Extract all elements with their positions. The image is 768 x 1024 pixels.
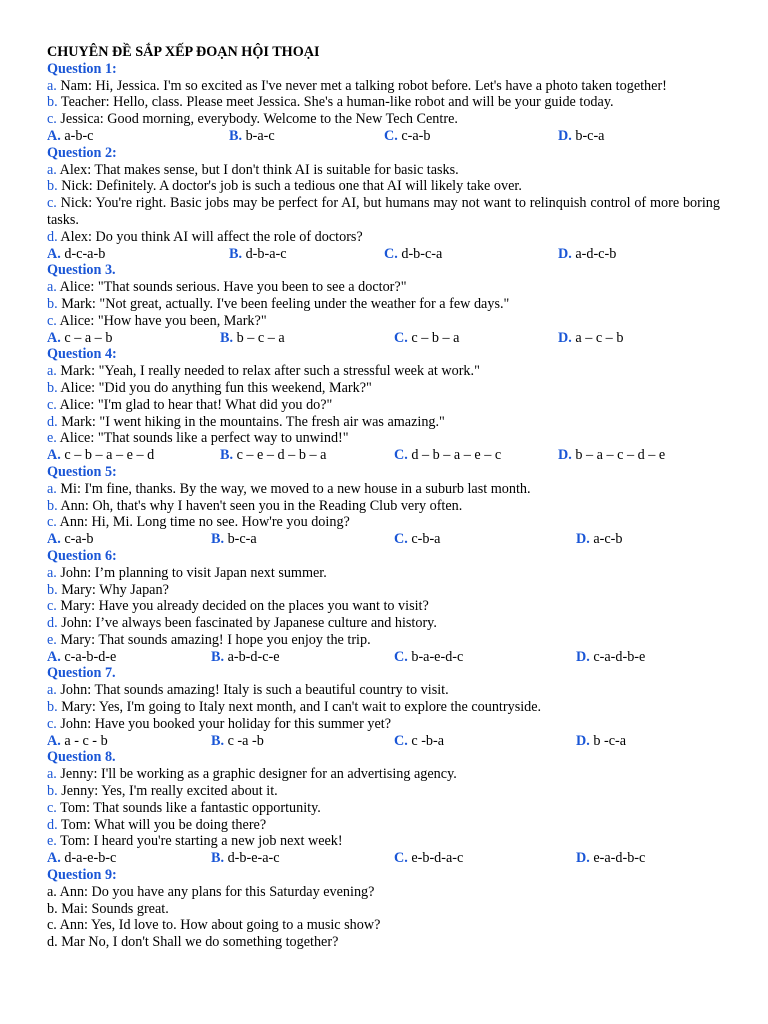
option-letter: D. [558, 329, 572, 346]
option-text: d-a-e-b-c [60, 850, 117, 867]
answer-options [47, 330, 720, 347]
question-block [47, 346, 720, 464]
option-text: d-c-a-b [60, 245, 106, 262]
question-block [47, 665, 720, 749]
dialogue-line [47, 195, 720, 229]
line-text: Mary: Have you already decided on the places you want to visit? [56, 598, 429, 615]
line-text: Alice: "Did you do anything fun this weekend, Mark?" [57, 379, 372, 396]
line-text: John: I’m planning to visit Japan next summer. [56, 564, 327, 581]
answer-option-a [47, 850, 116, 867]
dialogue-line [47, 178, 720, 195]
option-letter: D. [558, 245, 572, 262]
line-letter: a. [47, 279, 57, 296]
option-letter: D. [576, 531, 590, 548]
answer-option-a [47, 531, 93, 548]
line-text: Mar No, I don't Shall we do something together? [57, 934, 339, 951]
answer-option-d [576, 733, 626, 750]
answer-option-d [558, 330, 623, 347]
answer-option-b [211, 850, 280, 867]
line-letter: a. [47, 682, 57, 699]
answer-options [47, 447, 720, 464]
option-text: c-a-d-b-e [589, 648, 646, 665]
question-heading: Question 5: [47, 463, 117, 480]
line-letter: e. [47, 631, 57, 648]
option-text: e-a-d-b-c [589, 850, 646, 867]
line-letter: b. [47, 699, 58, 716]
line-text: Alice: "How have you been, Mark?" [56, 312, 267, 329]
option-text: b-a-e-d-c [407, 648, 464, 665]
option-letter: C. [384, 245, 398, 262]
dialogue-line [47, 397, 720, 414]
line-text: Teacher: Hello, class. Please meet Jessica. She's a human-like robot and will be your guide today. [57, 94, 614, 111]
answer-option-a [47, 447, 154, 464]
line-letter: b. [47, 783, 58, 800]
line-text: John: That sounds amazing! Italy is such a beautiful country to visit. [56, 682, 449, 699]
answer-options [47, 649, 720, 666]
dialogue-line [47, 481, 720, 498]
question-block [47, 61, 720, 145]
line-letter: d. [47, 413, 58, 430]
line-letter: d. [47, 934, 58, 951]
option-text: c-a-b [60, 531, 94, 548]
option-letter: B. [211, 732, 225, 749]
question-heading: Question 3. [47, 262, 116, 279]
question-heading: Question 1: [47, 60, 117, 77]
line-letter: c. [47, 514, 57, 531]
question-heading: Question 4: [47, 346, 117, 363]
option-letter: A. [47, 850, 61, 867]
option-text: a – c – b [571, 329, 624, 346]
option-letter: A. [47, 732, 61, 749]
line-letter: c. [47, 396, 57, 413]
line-text: Jenny: I'll be working as a graphic designer for an advertising agency. [56, 766, 457, 783]
question-block [47, 262, 720, 346]
option-letter: C. [394, 447, 408, 464]
option-letter: C. [394, 850, 408, 867]
option-text: a-b-d-c-e [224, 648, 280, 665]
answer-option-a [47, 128, 93, 145]
answer-option-d [576, 850, 645, 867]
document-page [47, 44, 720, 951]
line-text: Tom: That sounds like a fantastic opportunity. [56, 799, 321, 816]
line-text: Alice: "That sounds serious. Have you been to see a doctor?" [56, 279, 407, 296]
option-text: c – a – b [60, 329, 113, 346]
question-heading: Question 9: [47, 867, 117, 884]
option-letter: C. [394, 648, 408, 665]
option-text: c-b-a [407, 531, 441, 548]
option-text: c-a-b-d-e [60, 648, 117, 665]
option-letter: B. [211, 850, 225, 867]
line-text: Tom: What will you be doing there? [57, 816, 267, 833]
line-text: Ann: Yes, Id love to. How about going to a music show? [56, 917, 381, 934]
answer-option-c [394, 733, 444, 750]
dialogue-line [47, 162, 720, 179]
question-block [47, 145, 720, 263]
answer-option-d [576, 649, 645, 666]
dialogue-line [47, 884, 720, 901]
line-letter: a. [47, 480, 57, 497]
line-letter: b. [47, 295, 58, 312]
dialogue-line [47, 766, 720, 783]
line-letter: c. [47, 312, 57, 329]
line-text: Mark: "Not great, actually. I've been feeling under the weather for a few days." [57, 295, 510, 312]
dialogue-line [47, 363, 720, 380]
dialogue-line [47, 296, 720, 313]
dialogue-line [47, 94, 720, 111]
option-text: c -a -b [224, 732, 264, 749]
option-letter: A. [47, 531, 61, 548]
dialogue-line [47, 514, 720, 531]
dialogue-line [47, 682, 720, 699]
option-letter: D. [576, 850, 590, 867]
option-letter: C. [394, 531, 408, 548]
option-letter: C. [394, 732, 408, 749]
answer-option-b [211, 733, 264, 750]
line-text: Alex: Do you think AI will affect the role of doctors? [57, 228, 363, 245]
dialogue-line [47, 582, 720, 599]
line-letter: b. [47, 497, 58, 514]
line-text: Ann: Do you have any plans for this Saturday evening? [56, 883, 375, 900]
option-text: a-c-b [589, 531, 623, 548]
line-text: Alex: That makes sense, but I don't think AI is suitable for basic tasks. [56, 161, 459, 178]
line-letter: b. [47, 379, 58, 396]
option-text: c – b – a [407, 329, 460, 346]
dialogue-line [47, 498, 720, 515]
line-letter: c. [47, 111, 57, 128]
answer-option-b [229, 246, 287, 263]
option-text: d-b-c-a [397, 245, 443, 262]
option-text: d-b-a-c [242, 245, 287, 262]
option-letter: B. [211, 531, 225, 548]
question-block [47, 749, 720, 867]
line-text: Jenny: Yes, I'm really excited about it. [57, 783, 278, 800]
option-letter: D. [576, 648, 590, 665]
line-letter: a. [47, 883, 57, 900]
option-text: c -b-a [407, 732, 445, 749]
option-text: c – b – a – e – d [60, 447, 155, 464]
line-letter: b. [47, 178, 58, 195]
answer-option-b [220, 330, 285, 347]
option-letter: A. [47, 329, 61, 346]
dialogue-line [47, 817, 720, 834]
answer-option-c [394, 850, 463, 867]
line-text: Nam: Hi, Jessica. I'm so excited as I've never met a talking robot before. Let's have a photo taken together! [56, 77, 667, 94]
option-letter: D. [558, 447, 572, 464]
option-letter: A. [47, 245, 61, 262]
answer-options [47, 128, 720, 145]
option-text: d-b-e-a-c [224, 850, 280, 867]
line-text: Mark: "I went hiking in the mountains. The fresh air was amazing." [57, 413, 445, 430]
line-text: Mark: "Yeah, I really needed to relax after such a stressful week at work." [56, 363, 480, 380]
option-text: b-c-a [224, 531, 257, 548]
line-letter: d. [47, 615, 58, 632]
line-letter: e. [47, 833, 57, 850]
option-text: b-c-a [571, 127, 605, 144]
answer-options [47, 531, 720, 548]
option-letter: C. [384, 127, 398, 144]
line-letter: c. [47, 715, 57, 732]
option-letter: D. [576, 732, 590, 749]
line-letter: a. [47, 766, 57, 783]
option-letter: D. [558, 127, 572, 144]
line-text: Alice: "I'm glad to hear that! What did you do?" [56, 396, 333, 413]
answer-option-d [558, 447, 665, 464]
line-text: Alice: "That sounds like a perfect way to unwind!" [56, 430, 349, 447]
answer-option-b [220, 447, 326, 464]
answer-option-d [576, 531, 622, 548]
question-block [47, 867, 720, 951]
answer-option-c [384, 246, 442, 263]
dialogue-line [47, 279, 720, 296]
line-text: Mi: I'm fine, thanks. By the way, we moved to a new house in a suburb last month. [56, 480, 531, 497]
line-letter: a. [47, 161, 57, 178]
option-letter: B. [229, 245, 243, 262]
option-letter: B. [229, 127, 243, 144]
dialogue-line [47, 229, 720, 246]
question-heading: Question 2: [47, 144, 117, 161]
line-text: John: Have you booked your holiday for this summer yet? [56, 715, 391, 732]
option-text: b -c-a [589, 732, 627, 749]
option-text: b-a-c [242, 127, 275, 144]
line-text: John: I’ve always been fascinated by Japanese culture and history. [57, 615, 437, 632]
question-heading: Question 7. [47, 665, 116, 682]
line-letter: a. [47, 564, 57, 581]
answer-options [47, 733, 720, 750]
question-block [47, 464, 720, 548]
line-letter: c. [47, 195, 57, 212]
dialogue-line [47, 598, 720, 615]
dialogue-line [47, 833, 720, 850]
option-letter: C. [394, 329, 408, 346]
question-heading: Question 8. [47, 749, 116, 766]
answer-option-b [211, 531, 257, 548]
answer-option-a [47, 246, 105, 263]
dialogue-line [47, 414, 720, 431]
line-text: Nick: Definitely. A doctor's job is such a tedious one that AI will likely take over. [57, 178, 522, 195]
dialogue-line [47, 800, 720, 817]
answer-option-b [229, 128, 275, 145]
line-letter: c. [47, 799, 57, 816]
dialogue-line [47, 78, 720, 95]
line-text: Mai: Sounds great. [57, 900, 169, 917]
question-heading: Question 6: [47, 547, 117, 564]
option-letter: B. [220, 329, 234, 346]
answer-option-c [394, 649, 463, 666]
answer-options [47, 246, 720, 263]
line-text: Ann: Hi, Mi. Long time no see. How're you doing? [56, 514, 350, 531]
dialogue-line [47, 111, 720, 128]
line-text: Nick: You're right. Basic jobs may be perfect for AI, but humans may not want to relinquish control of more boring tasks. [47, 195, 720, 228]
answer-option-c [384, 128, 430, 145]
line-letter: b. [47, 900, 58, 917]
option-letter: A. [47, 648, 61, 665]
answer-option-c [394, 330, 459, 347]
line-text: Jessica: Good morning, everybody. Welcome to the New Tech Centre. [56, 111, 458, 128]
option-letter: A. [47, 447, 61, 464]
option-text: e-b-d-a-c [407, 850, 464, 867]
line-text: Mary: That sounds amazing! I hope you enjoy the trip. [56, 631, 371, 648]
option-letter: B. [220, 447, 234, 464]
answer-option-a [47, 733, 108, 750]
dialogue-line [47, 380, 720, 397]
option-letter: B. [211, 648, 225, 665]
dialogue-line [47, 699, 720, 716]
answer-option-b [211, 649, 280, 666]
option-text: a-d-c-b [571, 245, 617, 262]
answer-option-c [394, 447, 501, 464]
line-letter: a. [47, 77, 57, 94]
option-text: b – a – c – d – e [571, 447, 666, 464]
question-block [47, 548, 720, 666]
line-text: Tom: I heard you're starting a new job next week! [56, 833, 343, 850]
option-text: c – e – d – b – a [233, 447, 327, 464]
line-text: Ann: Oh, that's why I haven't seen you in the Reading Club very often. [57, 497, 463, 514]
dialogue-line [47, 615, 720, 632]
option-letter: A. [47, 127, 61, 144]
line-letter: e. [47, 430, 57, 447]
dialogue-line [47, 783, 720, 800]
line-letter: b. [47, 94, 58, 111]
option-text: a - c - b [60, 732, 108, 749]
line-letter: d. [47, 228, 58, 245]
line-text: Mary: Yes, I'm going to Italy next month, and I can't wait to explore the countryside. [57, 699, 542, 716]
answer-option-c [394, 531, 440, 548]
document-title: CHUYÊN ĐỀ SẮP XẾP ĐOẠN HỘI THOẠI [47, 44, 320, 60]
line-letter: b. [47, 581, 58, 598]
option-text: b – c – a [233, 329, 285, 346]
answer-option-a [47, 330, 112, 347]
dialogue-line [47, 430, 720, 447]
option-text: c-a-b [397, 127, 431, 144]
answer-options [47, 850, 720, 867]
answer-option-d [558, 128, 604, 145]
dialogue-line [47, 313, 720, 330]
dialogue-line [47, 565, 720, 582]
line-letter: d. [47, 816, 58, 833]
dialogue-line [47, 934, 720, 951]
answer-option-d [558, 246, 616, 263]
line-text: Mary: Why Japan? [57, 581, 169, 598]
dialogue-line [47, 901, 720, 918]
question-list [47, 61, 720, 951]
answer-option-a [47, 649, 116, 666]
dialogue-line [47, 917, 720, 934]
line-letter: a. [47, 363, 57, 380]
option-text: d – b – a – e – c [407, 447, 502, 464]
dialogue-line [47, 632, 720, 649]
line-letter: c. [47, 598, 57, 615]
dialogue-line [47, 716, 720, 733]
option-text: a-b-c [60, 127, 94, 144]
line-letter: c. [47, 917, 57, 934]
